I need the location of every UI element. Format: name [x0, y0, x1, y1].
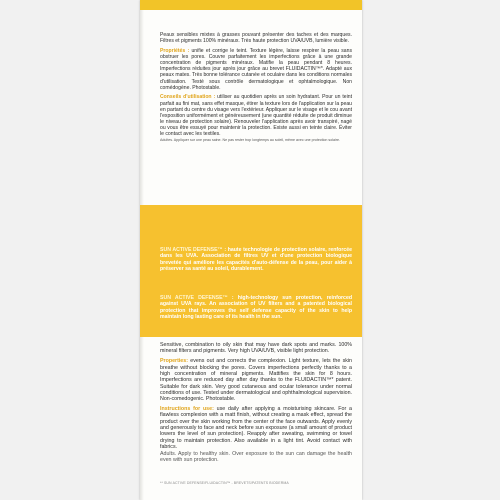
- band-fr-text: : haute technologie de protection solaire, renforcée dans les UVA. Association de filtres UV et d'une protection biologique brevetée qui améliore les capacités d'auto-défense de la peau, pour aider à préserver sa santé au soleil, durablement.: [160, 247, 353, 272]
- band-fr-label: SUN ACTIVE DEFENSE™: [160, 247, 223, 253]
- en-properties-label: Properties:: [160, 358, 188, 365]
- fr-intro-text: Peaux sensibles mixtes à grasses pouvant présenter des taches et des marques. Filtres et pigments 100% minéraux. Très haute protection UVA/UVB, lumière visible.: [160, 32, 352, 45]
- en-properties: [160, 358, 352, 402]
- fr-properties-text: unifie et corrige le teint. Texture légère, laisse respirer la peau sans obstruer les pores. Couvre parfaitement les imperfections grâce à une grande concentration de pigments minéraux. Matifie la peau pendant 8 heures. Imperfections réduites jour après jour grâce au brevet FLUIDACTIN™*. Adapté aux peaux mates. Très bonne tolérance cutanée et oculaire dans les conditions normales d'utilisation. Testé sous contrôle dermatologique et ophtalmologique. Non comédogène. Photostable.: [160, 47, 352, 91]
- fr-usage: [160, 94, 352, 137]
- en-properties-text: evens out and corrects the complexion. Light texture, lets the skin breathe without blocking the pores. Covers imperfections perfectly thanks to a high concentration of mineral pigments. Mattifies the skin for 8 hours. Imperfections are reduced day after day thanks to the FLUIDACTIN™* patent. Suitable for dark skin. Very good cutaneous and ocular tolerance under normal conditions of use. Tested under dermatological and ophthalmological supervision. Non-comedogenic. Photostable.: [160, 358, 352, 403]
- patent-footer: [160, 481, 352, 485]
- english-section: [160, 342, 352, 463]
- fr-usage-small: Adultes. Appliquer sur une peau saine. Ne pas rester trop longtemps au soleil, même avec une protection solaire.: [160, 137, 340, 142]
- en-usage-label: Instructions for use:: [160, 406, 214, 413]
- en-usage-text: use daily after applying a moisturising skincare. For a flawless complexion with a matt finish, without creating a mask effect, spread the product over the skin working from the center of the face outwards. Apply evenly and generously to face and neck before sun exposure (a small amount of product lowers the level of sun protection). Reapply after sweating, swimming or towel drying to maintain protection. Also available in a light tint. Avoid contact with fabrics.: [160, 406, 352, 451]
- en-intro-text: Sensitive, combination to oily skin that may have dark spots and marks. 100% mineral filters and pigments. Very high UVA/UVB, visible light protection.: [160, 342, 352, 355]
- carton-top-flap: [140, 0, 362, 10]
- fr-properties-label: Propriétés :: [160, 47, 190, 54]
- en-usage: [160, 406, 352, 450]
- fr-usage-text: utiliser au quotidien après un soin hydratant. Pour un teint parfait au fini mat, sans effet masque, étirer la texture lors de l'application sur la peau en partant du centre du visage vers l'extérieur. Appliquer sur le visage et le cou avant l'exposition uniformément et généreusement (une quantité réduite de produit diminue le niveau de protection solaire). Renouveler l'application après avoir transpiré, nagé ou vous être essuyé pour maintenir la protection. Existe aussi en teinte claire. Éviter le contact avec les textiles.: [160, 94, 352, 138]
- footer-text: ** SUN ACTIVE DEFENSE/FLUIDACTIN™ - BREVETS/PATENTS BIODERMA: [160, 481, 289, 485]
- fr-usage-label: Conseils d'utilisation :: [160, 94, 216, 101]
- product-carton: [140, 0, 362, 500]
- fr-properties: [160, 48, 352, 91]
- band-french: [160, 247, 352, 272]
- band-en-label: SUN ACTIVE DEFENSE™: [160, 295, 228, 301]
- french-section: [160, 32, 352, 142]
- en-usage-small: Adults. Apply to healthy skin. Over exposure to the sun can damage the health even with sun protection.: [160, 450, 352, 463]
- band-en-text: : high-technology sun protection, reinforced against UVA rays. An association of UV filters and a patented biological protection that improves the self defense capacity of the skin to help maintain long lasting care of its health in the sun.: [160, 295, 352, 320]
- yellow-band: [140, 205, 362, 337]
- band-english: [160, 295, 352, 320]
